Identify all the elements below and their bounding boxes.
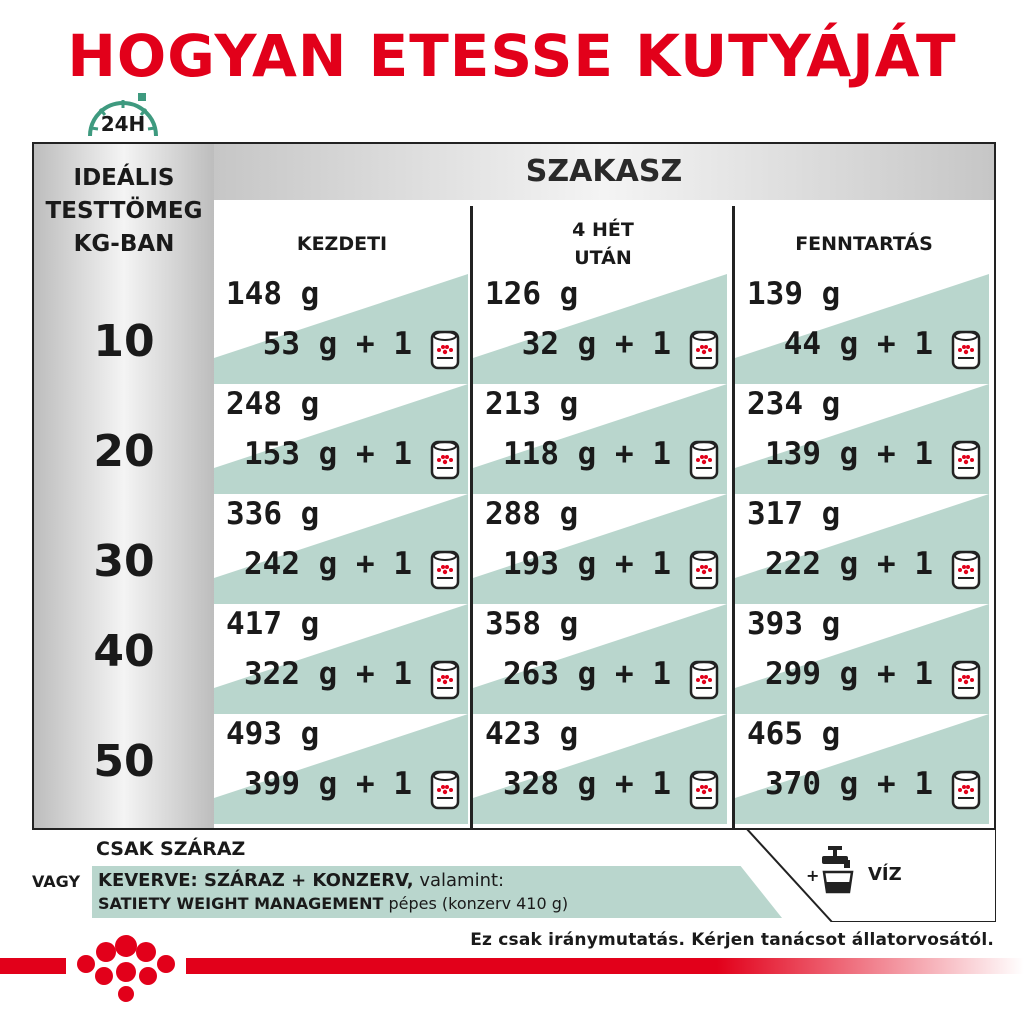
mixed-amount: 222 g + 1	[765, 546, 933, 582]
dry-amount: 358 g	[485, 606, 579, 642]
water-plus: +	[806, 866, 820, 885]
mixed-amount: 263 g + 1	[503, 656, 671, 692]
wet-food-can-icon	[951, 438, 981, 482]
stage-header	[214, 144, 994, 200]
mixed-amount: 153 g + 1	[244, 436, 412, 472]
table-cell	[473, 604, 727, 714]
wet-food-can-icon	[689, 548, 719, 592]
dry-amount: 493 g	[226, 716, 320, 752]
wet-food-can-icon	[689, 438, 719, 482]
dry-amount: 148 g	[226, 276, 320, 312]
clock-label: 24H	[100, 112, 146, 136]
mix-label: KEVERVE: SZÁRAZ + KONZERV,	[98, 870, 414, 891]
wet-food-can-icon	[430, 658, 460, 702]
table-cell	[735, 604, 989, 714]
table-cell	[473, 274, 727, 384]
table-cell	[214, 384, 468, 494]
wet-food-can-icon	[430, 328, 460, 372]
dry-amount: 465 g	[747, 716, 841, 752]
dry-amount: 393 g	[747, 606, 841, 642]
mix-suffix: valamint:	[413, 870, 505, 891]
mixed-amount: 370 g + 1	[765, 766, 933, 802]
dry-amount: 417 g	[226, 606, 320, 642]
stage-label: SZAKASZ	[525, 154, 683, 189]
weight-value: 10	[93, 316, 155, 367]
mixed-amount: 139 g + 1	[765, 436, 933, 472]
wet-food-can-icon	[951, 548, 981, 592]
dry-only-label: CSAK SZÁRAZ	[96, 838, 246, 860]
mixed-amount: 118 g + 1	[503, 436, 671, 472]
wet-food-can-icon	[951, 768, 981, 812]
dry-amount: 234 g	[747, 386, 841, 422]
dry-amount: 288 g	[485, 496, 579, 532]
wet-food-can-icon	[430, 768, 460, 812]
mixed-amount: 193 g + 1	[503, 546, 671, 582]
wet-food-can-icon	[689, 768, 719, 812]
table-cell	[473, 384, 727, 494]
dry-amount: 126 g	[485, 276, 579, 312]
table-cell	[735, 384, 989, 494]
mixed-legend-label	[98, 870, 504, 891]
table-cell	[214, 714, 468, 824]
table-cell	[214, 274, 468, 384]
product-label	[98, 894, 568, 913]
table-cell	[735, 714, 989, 824]
mixed-amount: 32 g + 1	[521, 326, 671, 362]
wet-food-can-icon	[951, 328, 981, 372]
water-tap-icon	[818, 842, 858, 896]
weight-value: 50	[93, 736, 155, 787]
mixed-amount: 328 g + 1	[503, 766, 671, 802]
product-suffix: pépes (konzerv 410 g)	[383, 894, 569, 913]
column-header-after-4-weeks	[474, 214, 732, 274]
table-cell	[473, 494, 727, 604]
mixed-amount: 242 g + 1	[244, 546, 412, 582]
mixed-amount: 322 g + 1	[244, 656, 412, 692]
dry-amount: 139 g	[747, 276, 841, 312]
wet-food-can-icon	[689, 658, 719, 702]
water-label: VÍZ	[868, 864, 902, 885]
royal-canin-crown-logo	[66, 934, 186, 1004]
dry-amount: 317 g	[747, 496, 841, 532]
mixed-amount: 399 g + 1	[244, 766, 412, 802]
table-cell	[473, 714, 727, 824]
weight-value: 40	[93, 626, 155, 677]
feeding-table	[32, 142, 996, 830]
weight-column	[34, 144, 214, 828]
product-name: SATIETY WEIGHT MANAGEMENT	[98, 894, 384, 913]
disclaimer: Ez csak iránymutatás. Kérjen tanácsot állatorvosától.	[470, 930, 994, 950]
wet-food-can-icon	[430, 438, 460, 482]
weight-value: 20	[93, 426, 155, 477]
mixed-amount: 44 g + 1	[783, 326, 933, 362]
column-header-initial: KEZDETI	[296, 233, 388, 255]
table-cell	[735, 494, 989, 604]
mixed-amount: 53 g + 1	[262, 326, 412, 362]
dry-amount: 423 g	[485, 716, 579, 752]
dry-amount: 213 g	[485, 386, 579, 422]
weight-value: 30	[93, 536, 155, 587]
table-cell	[214, 494, 468, 604]
dry-amount: 336 g	[226, 496, 320, 532]
mixed-amount: 299 g + 1	[765, 656, 933, 692]
dry-amount: 248 g	[226, 386, 320, 422]
wet-food-can-icon	[951, 658, 981, 702]
weight-header: IDEÁLIS TESTTÖMEG KG-BAN	[45, 165, 203, 257]
wet-food-can-icon	[689, 328, 719, 372]
table-cell	[214, 604, 468, 714]
column-header-label: 4 HÉT UTÁN	[572, 219, 634, 269]
table-cell	[735, 274, 989, 384]
column-header-maintenance: FENNTARTÁS	[795, 233, 933, 255]
or-label: VAGY	[32, 872, 81, 891]
wet-food-can-icon	[430, 548, 460, 592]
page-title: HOGYAN ETESSE KUTYÁJÁT	[67, 22, 957, 90]
